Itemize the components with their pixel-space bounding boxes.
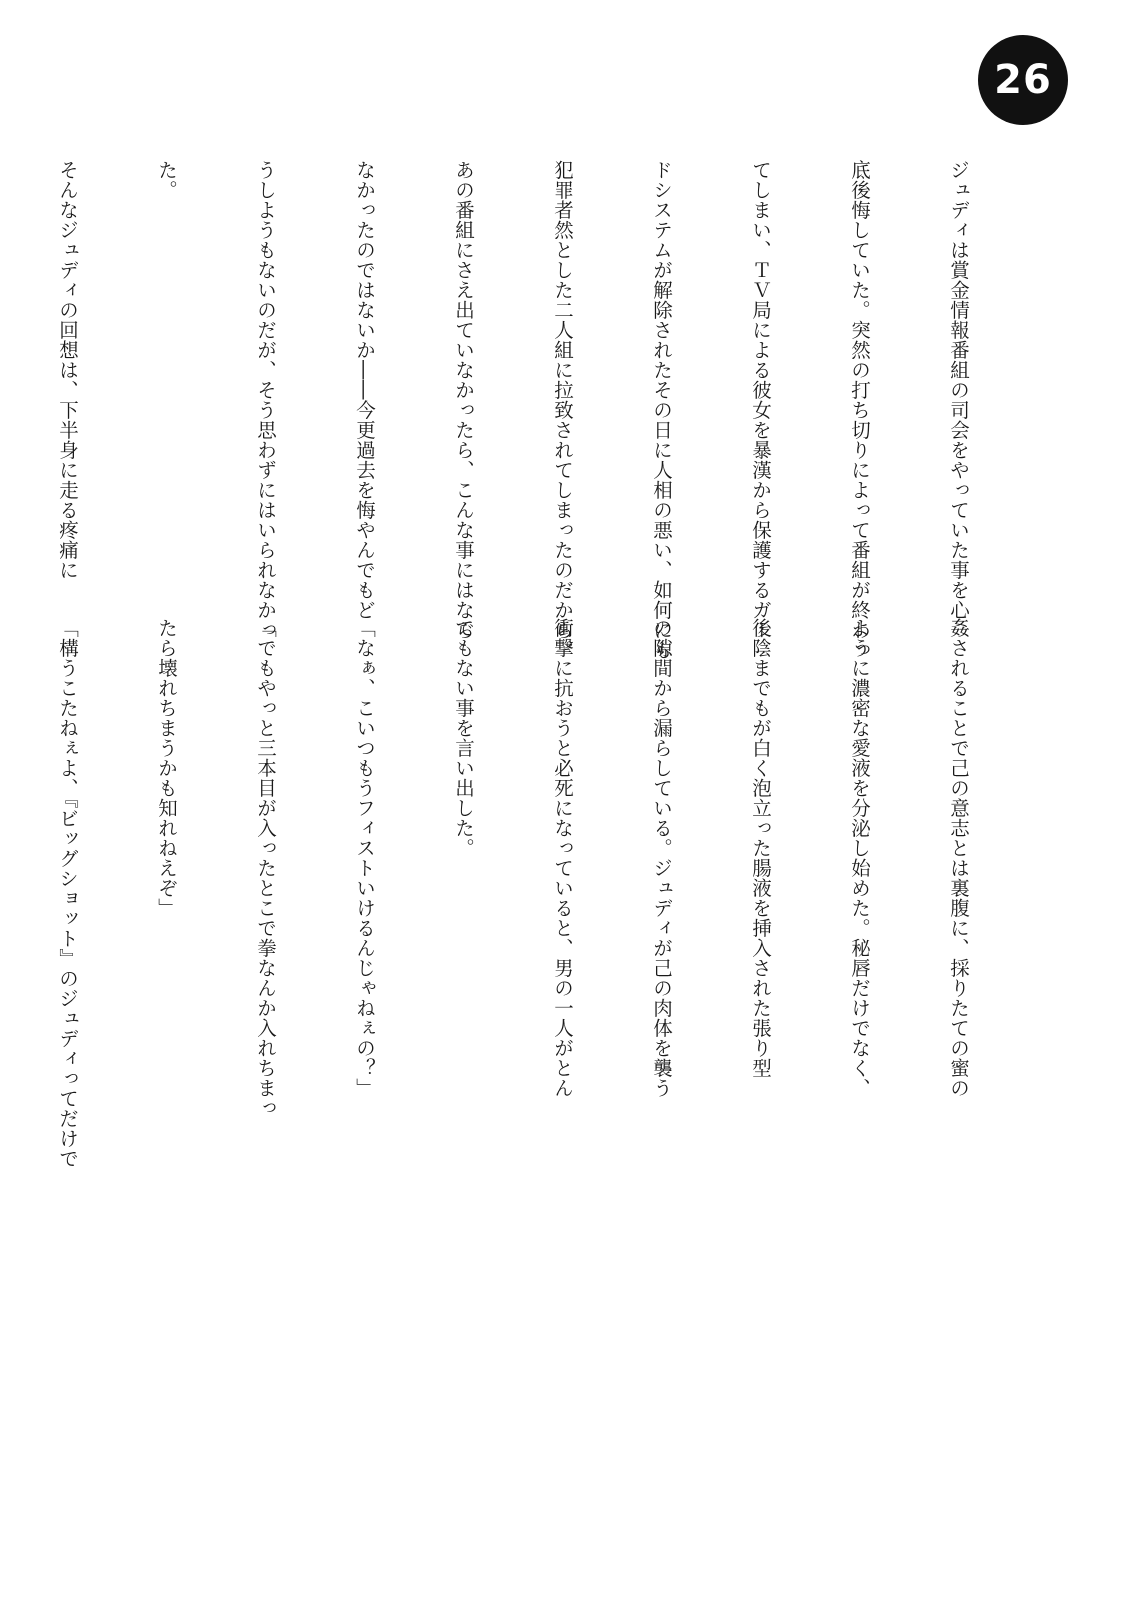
text-line: ドシステムが解除されたその日に人相の悪い、如何にも <box>650 160 673 660</box>
text-block-top <box>56 160 1041 660</box>
page-number: 26 <box>994 57 1052 103</box>
text-line: 「なぁ、こいつもうフィストいけるんじゃねぇの？」 <box>353 618 376 1098</box>
text-line: た。 <box>155 160 178 200</box>
text-line: てしまい、ＴＶ局による彼女を暴漢から保護するガー <box>749 160 772 640</box>
text-line: ジュディは賞金情報番組の司会をやっていた事を心 <box>947 160 970 620</box>
text-line: たら壊れちまうかも知れねえぞ」 <box>155 618 178 918</box>
text-line: でもない事を言い出した。 <box>452 618 475 858</box>
text-line: 「でもやっと三本目が入ったとこで拳なんか入れちまっ <box>254 618 277 1118</box>
text-line: 衝撃に抗おうと必死になっていると、男の一人がとん <box>551 618 574 1098</box>
text-line: 犯罪者然とした二人組に拉致されてしまったのだから。 <box>551 160 574 660</box>
text-line: うしようもないのだが、そう思わずにはいられなかっ <box>254 160 277 640</box>
text-line: そんなジュディの回想は、下半身に走る疼痛に <box>56 160 79 580</box>
page-number-badge <box>978 35 1068 125</box>
text-line: 後陰までもが白く泡立った腸液を挿入された張り型 <box>749 618 772 1078</box>
text-line: 底後悔していた。突然の打ち切りによって番組が終わっ <box>848 160 871 660</box>
text-line: あの番組にさえ出ていなかったら、こんな事にはなら <box>452 160 475 640</box>
text-line: の隙間から漏らしている。ジュディが己の肉体を襲う <box>650 618 673 1098</box>
text-block-bottom <box>56 618 1041 1169</box>
text-line: なかったのではないか――今更過去を悔やんでもど <box>353 160 376 620</box>
text-line: 姦されることで己の意志とは裏腹に、採りたての蜜の <box>947 618 970 1098</box>
text-line: 「構うこたねぇよ、『ビッグショット』のジュディってだけで <box>56 618 79 1169</box>
text-line: ように濃密な愛液を分泌し始めた。秘唇だけでなく、 <box>848 618 871 1098</box>
